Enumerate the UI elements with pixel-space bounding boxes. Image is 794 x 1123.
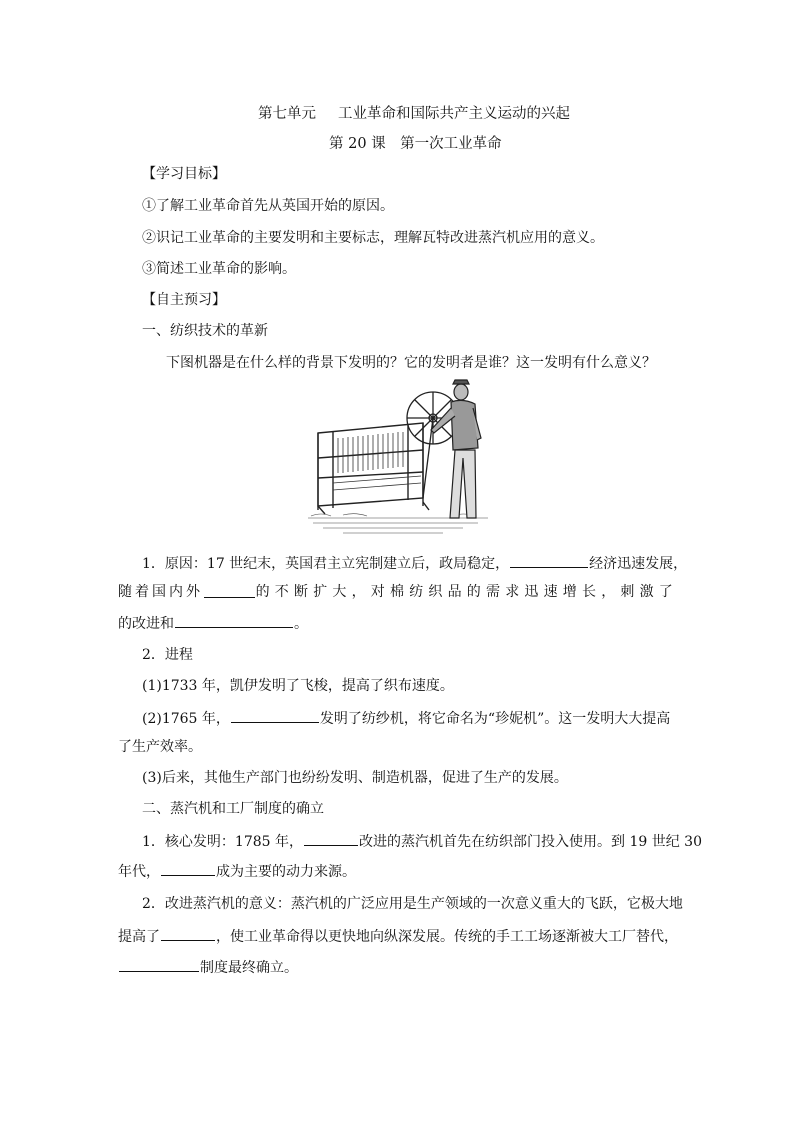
cause-text-c2: 的不断扩大，对棉纺织品的需求迅速增长，刺激了: [255, 584, 678, 600]
section2-item-1-c2: 成为主要的动力来源。: [216, 864, 356, 880]
blank-technology[interactable]: [175, 612, 293, 628]
blank-inventor[interactable]: [231, 707, 319, 723]
unit-subtitle: 工业革命和国际共产主义运动的兴起: [338, 106, 570, 122]
section2-item-2-cont: [118, 925, 678, 947]
preview-heading: 【自主预习】: [142, 292, 226, 308]
goal-item-2: ②识记工业革命的主要发明和主要标志，理解瓦特改进蒸汽机应用的意义。: [142, 230, 604, 246]
process-item-1: (1)1733 年，凯伊发明了飞梭，提高了织布速度。: [142, 678, 454, 694]
section2-item-2-b2: ，使工业革命得以更快地向纵深发展。传统的手工工场逐渐被大工厂替代，: [216, 929, 678, 945]
section2-item-1-a: 1．核心发明：1785 年，: [142, 834, 303, 850]
section2-item-1-c1: 年代，: [118, 864, 160, 880]
lesson-title: 第 20 课 第一次工业革命: [329, 136, 502, 152]
cause-text-b: 经济迅速发展，: [589, 556, 688, 572]
cause-line-3: [118, 612, 308, 634]
section2-item-1: [142, 830, 702, 852]
section2-item-2-end: [118, 956, 298, 978]
process-item-2-b: 发明了纺纱机，将它命名为“珍妮机”。这一发明大大提高: [319, 711, 671, 727]
section2-item-2-c: 制度最终确立。: [200, 960, 298, 976]
unit-title: 第七单元: [258, 106, 316, 122]
section2-item-2: 2．改进蒸汽机的意义：蒸汽机的广泛应用是生产领域的一次意义重大的飞跃，它极大地: [142, 896, 683, 912]
process-title: 2．进程: [142, 647, 193, 663]
section2-item-1-cont: [118, 860, 356, 882]
section2-item-2-b1: 提高了: [118, 929, 160, 945]
process-item-3: (3)后来，其他生产部门也纷纷发明、制造机器，促进了生产的发展。: [142, 770, 568, 786]
goal-item-3: ③简述工业革命的影响。: [142, 261, 296, 277]
cause-text-c1: 随着国内外: [118, 584, 203, 600]
cause-text-a: 1．原因：17 世纪末，英国君主立宪制建立后，政局稳定，: [142, 556, 510, 572]
process-item-2-cont: 了生产效率。: [118, 739, 202, 755]
unit-heading: [258, 104, 570, 124]
spinning-jenny-illustration: [303, 378, 493, 538]
goal-item-1: ①了解工业革命首先从英国开始的原因。: [142, 198, 394, 214]
blank-economy[interactable]: [510, 552, 588, 568]
goals-heading: 【学习目标】: [142, 166, 226, 182]
blank-productivity[interactable]: [161, 925, 215, 941]
process-item-2: [142, 707, 670, 729]
process-item-2-a: (2)1765 年，: [142, 711, 230, 727]
cause-line-2: [118, 582, 678, 602]
blank-power-source[interactable]: [161, 860, 215, 876]
section2-title: 二、蒸汽机和工厂制度的确立: [142, 801, 324, 817]
section1-question: 下图机器是在什么样的背景下发明的？它的发明者是谁？这一发明有什么意义？: [166, 355, 656, 371]
cause-text-d1: 的改进和: [118, 616, 174, 632]
cause-text-d2: 。: [294, 616, 308, 632]
blank-market[interactable]: [204, 582, 255, 598]
blank-factory[interactable]: [119, 956, 199, 972]
section2-item-1-b: 改进的蒸汽机首先在纺织部门投入使用。到 19 世纪 30: [359, 834, 702, 850]
cause-line-1: [142, 552, 687, 574]
section1-title: 一、纺织技术的革新: [142, 323, 268, 339]
blank-watt[interactable]: [304, 830, 358, 846]
